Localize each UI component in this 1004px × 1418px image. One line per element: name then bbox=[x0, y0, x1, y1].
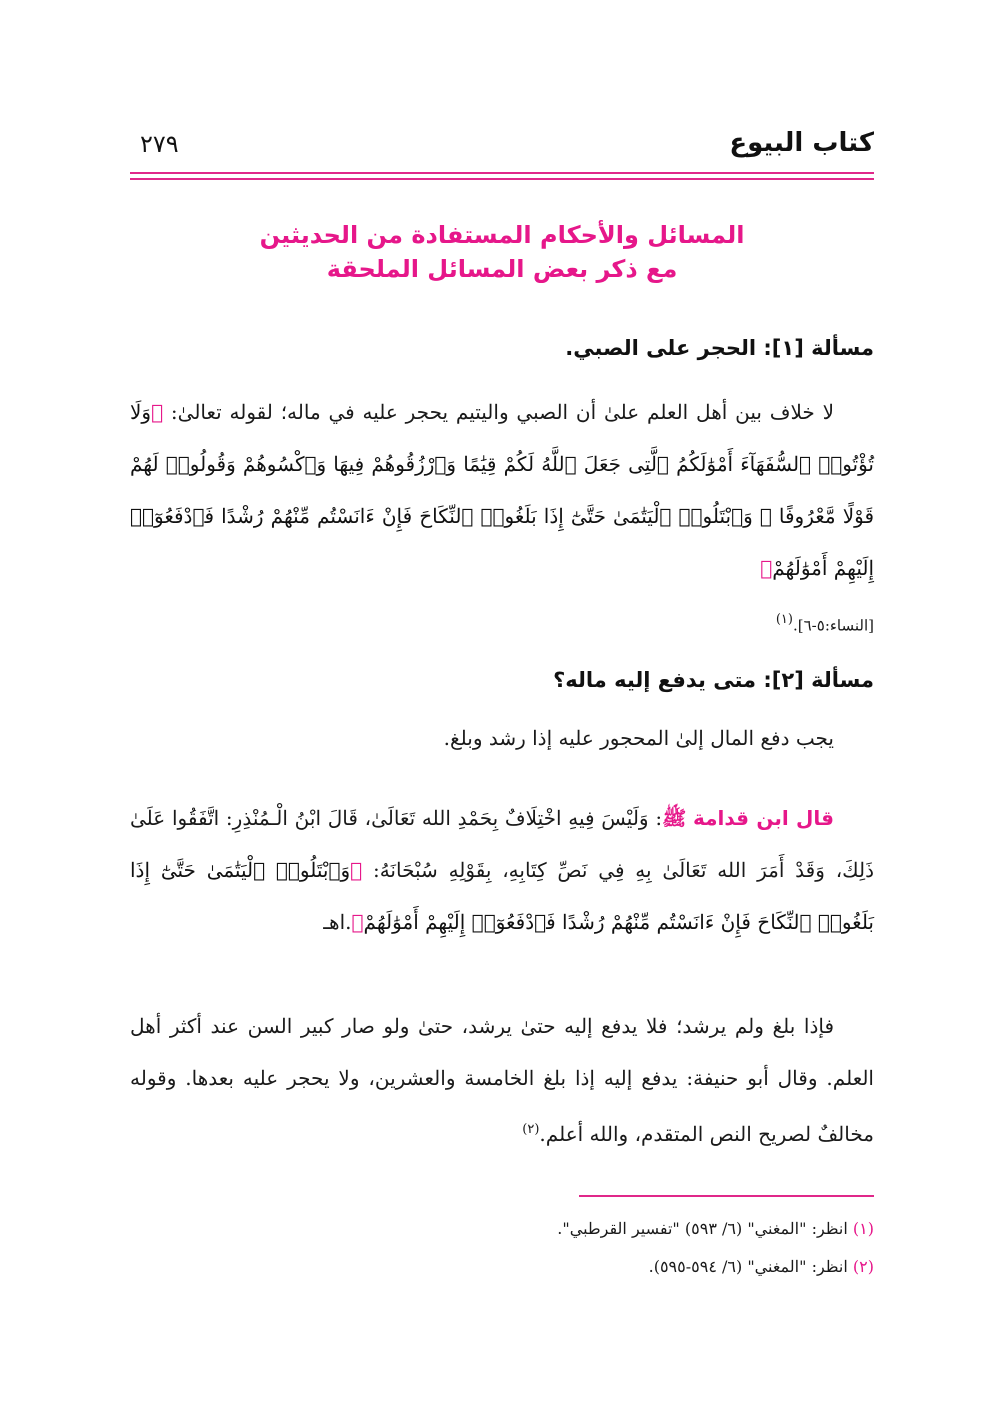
issue-2-text: يجب دفع المال إلىٰ المحجور عليه إذا رشد وبلغ. bbox=[443, 726, 834, 750]
chapter-heading bbox=[130, 218, 874, 286]
heading-line-2: مع ذكر بعض المسائل الملحقة bbox=[326, 255, 678, 283]
footnote-2 bbox=[130, 1248, 874, 1286]
quote-verse-close: ﴾ bbox=[351, 910, 364, 934]
honorific: ﷺ bbox=[662, 806, 687, 830]
footnote-1 bbox=[130, 1210, 874, 1248]
verse-close-bracket: ﴾ bbox=[760, 556, 773, 580]
footnote-2-number: (٢) bbox=[852, 1257, 874, 1276]
quote-author: قال ابن قدامة bbox=[692, 806, 834, 830]
footnote-marker-2: (٢) bbox=[522, 1122, 540, 1137]
quote-body: وَلَيْسَ فِيهِ اخْتِلَافٌ بِحَمْدِ الله تَعَالَىٰ، قَالَ ابْنُ الْـمُنْذِرِ: اتَّفَقُوا عَلَىٰ ذَلِكَ، وَقَدْ أَمَرَ الله تَعَالَىٰ بِهِ فِي نَصِّ كِتَابِهِ، بِقَوْلِهِ سُبْحَانَهُ: bbox=[130, 806, 875, 882]
issue-2-title: متى يدفع إليه ماله؟ bbox=[553, 668, 757, 692]
page-number: ٢٧٩ bbox=[140, 130, 179, 158]
footnote-separator bbox=[579, 1195, 874, 1197]
quote-colon: : bbox=[655, 806, 663, 830]
issue-1-paragraph bbox=[130, 386, 874, 652]
running-header bbox=[130, 128, 874, 168]
ibn-qudama-quote bbox=[130, 792, 874, 948]
issue-2-heading bbox=[130, 668, 874, 692]
quote-verse: وَٱبْتَلُوا۟ ٱلْيَتَٰمَىٰ حَتَّىٰٓ إِذَا بَلَغُوا۟ ٱلنِّكَاحَ فَإِنْ ءَانَسْتُم مِّنْهُمْ رُشْدًا فَٱدْفَعُوٓا۟ إِلَيْهِمْ أَمْوَٰلَهُمْ bbox=[130, 858, 874, 934]
book-title: كتاب البيوع bbox=[729, 128, 874, 158]
verse-open-bracket: ﴿ bbox=[151, 400, 164, 424]
footnote-1-number: (١) bbox=[852, 1219, 874, 1238]
footnote-2-text: انظر: "المغني" (٦/ ٥٩٤-٥٩٥). bbox=[648, 1257, 848, 1276]
verse-reference: [النساء:٥-٦]. bbox=[792, 616, 874, 635]
issue-1-label: مسألة [١]: bbox=[763, 336, 874, 360]
closing-paragraph bbox=[130, 1000, 874, 1160]
header-rule-bottom bbox=[130, 178, 874, 180]
issue-2-paragraph bbox=[130, 712, 874, 764]
header-rule-top bbox=[130, 172, 874, 174]
quote-verse-open: ﴿ bbox=[350, 858, 363, 882]
quran-verse: وَلَا تُؤْتُوا۟ ٱلسُّفَهَآءَ أَمْوَٰلَكُمُ ٱلَّتِى جَعَلَ ٱللَّهُ لَكُمْ قِيَٰمًا وَٱرْزُقُوهُمْ فِيهَا وَٱكْسُوهُمْ وَقُولُوا۟ لَهُمْ قَوْلًا مَّعْرُوفًا ۞ وَٱبْتَلُوا۟ ٱلْيَتَٰمَىٰ حَتَّىٰٓ إِذَا بَلَغُوا۟ ٱلنِّكَاحَ فَإِنْ ءَانَسْتُم مِّنْهُمْ رُشْدًا فَٱدْفَعُوٓا۟ إِلَيْهِمْ أَمْوَٰلَهُمْ bbox=[130, 400, 875, 580]
footnote-marker-1: (١) bbox=[775, 612, 793, 627]
issue-1-heading bbox=[130, 336, 874, 360]
quote-end: .اهـ bbox=[323, 910, 352, 934]
footnotes bbox=[130, 1210, 874, 1286]
footnote-1-text: انظر: "المغني" (٦/ ٥٩٣) "تفسير القرطبي". bbox=[557, 1219, 848, 1238]
closing-text: فإذا بلغ ولم يرشد؛ فلا يدفع إليه حتىٰ يرشد، حتىٰ ولو صار كبير السن عند أكثر أهل العلم. وقال أبو حنيفة: يدفع إليه إذا بلغ الخامسة والعشرين، ولا يحجر عليه بعدها. وقوله مخالفٌ لصريح النص المتقدم، والله أعلم. bbox=[130, 1014, 874, 1146]
issue-2-label: مسألة [٢]: bbox=[763, 668, 874, 692]
heading-line-1: المسائل والأحكام المستفادة من الحديثين bbox=[259, 221, 745, 249]
issue-1-text: لا خلاف بين أهل العلم علىٰ أن الصبي واليتيم يحجر عليه في ماله؛ لقوله تعالىٰ: bbox=[170, 400, 834, 424]
issue-1-title: الحجر على الصبي. bbox=[565, 336, 757, 360]
